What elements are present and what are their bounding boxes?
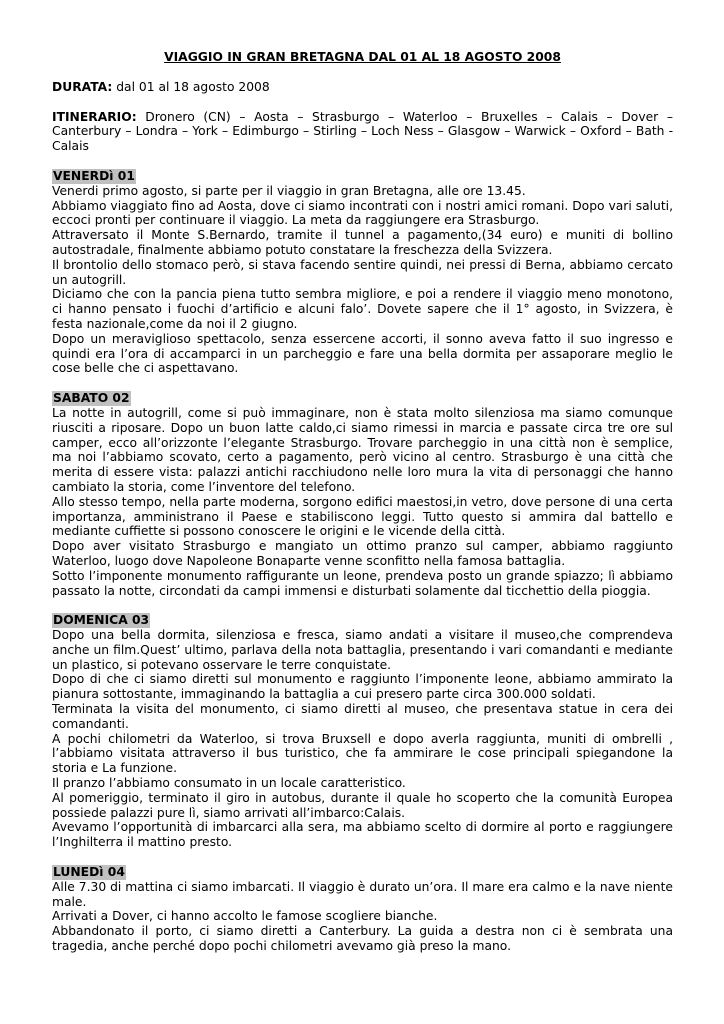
duration-line bbox=[52, 80, 673, 95]
paragraph: Il pranzo l’abbiamo consumato in un locale caratteristico. bbox=[52, 776, 406, 791]
document-page bbox=[52, 50, 673, 969]
itinerary-line bbox=[52, 110, 673, 154]
paragraph: Diciamo che con la pancia piena tutto sembra migliore, e poi a rendere il viaggio meno monotono, ci hanno pensato i fuochi d’artificio e alcuni falo’. Dovete sapere che il 1° agosto, in Svizzera, è festa nazionale,come da noi il 2 giugno. bbox=[52, 287, 673, 331]
day-heading: VENERDì 01 bbox=[53, 168, 135, 183]
paragraph: Avevamo l’opportunità di imbarcarci alla sera, ma abbiamo scelto di dormire al porto e raggiungere l’Inghilterra il mattino presto. bbox=[52, 820, 673, 850]
duration-value: dal 01 al 18 agosto 2008 bbox=[112, 79, 270, 94]
paragraph: Dopo aver visitato Strasburgo e mangiato un ottimo pranzo sul camper, abbiamo raggiunto Waterloo, luogo dove Napoleone Bonaparte venne sconfitto nella famosa battaglia. bbox=[52, 539, 673, 568]
day-heading: LUNEDì 04 bbox=[53, 865, 125, 880]
paragraph: Abbiamo viaggiato fino ad Aosta, dove ci siamo incontrati con i nostri amici romani. Dopo vari saluti, eccoci pronti per continuare il viaggio. La meta da raggiungere era Strasburgo. bbox=[52, 198, 673, 228]
duration-label: DURATA: bbox=[52, 79, 113, 94]
itinerary-label: ITINERARIO: bbox=[52, 109, 137, 124]
paragraph: Abbandonato il porto, ci siamo diretti a Canterbury. La guida a destra non ci è sembrata una tragedia, anche perché dopo pochi chilometri avevamo già preso la mano. bbox=[52, 924, 673, 954]
day-heading: SABATO 02 bbox=[53, 391, 130, 406]
paragraph: Attraversato il Monte S.Bernardo, tramite il tunnel a pagamento,(34 euro) e muniti di bollino autostradale, finalmente abbiamo potuto constatare la freschezza della Svizzera. bbox=[52, 228, 673, 257]
paragraph: Dopo di che ci siamo diretti sul monumento e raggiunto l’imponente leone, abbiamo ammirato la pianura sottostante, immaginando la battaglia a cui presero parte circa 300.000 soldati. bbox=[52, 672, 673, 702]
day-section-lunedi bbox=[52, 865, 673, 954]
paragraph: Alle 7.30 di mattina ci siamo imbarcati. Il viaggio è durato un’ora. Il mare era calmo e la nave niente male. bbox=[52, 879, 673, 909]
paragraph: Sotto l’imponente monumento raffigurante un leone, prendeva posto un grande spiazzo; lì abbiamo passato la notte, circondati da campi immensi e disturbati solamente dal ticchettio della pioggia. bbox=[52, 568, 673, 598]
paragraph: Il brontolio dello stomaco però, si stava facendo sentire quindi, nei pressi di Berna, abbiamo cercato un autogrill. bbox=[52, 257, 673, 287]
day-section-sabato bbox=[52, 391, 673, 598]
paragraph: La notte in autogrill, come si può immaginare, non è stata molto silenziosa ma siamo comunque riusciti a riposare. Dopo un buon latte caldo,ci siamo rimessi in marcia e passate circa tre ore sul camper, ecco all’orizzonte l’elegante Strasburgo. Trovare parcheggio in una città non è semplice, ma noi l’abbiamo scovato, certo a pagamento, però vicino al centro. Strasburgo è una città che merita di essere vista: palazzi antichi racchiudono nelle loro mura la vita di personaggi che hanno cambiato la storia, come l’inventore del telefono. bbox=[52, 405, 673, 494]
paragraph: Dopo una bella dormita, silenziosa e fresca, siamo andati a visitare il museo,che comprendeva anche un film.Quest’ ultimo, parlava della nota battaglia, presentando i vari comandanti e mediante un plastico, si potevano osservare le terre conquistate. bbox=[52, 628, 673, 672]
paragraph: Allo stesso tempo, nella parte moderna, sorgono edifici maestosi,in vetro, dove persone di una certa importanza, amministrano il Paese e stabiliscono leggi. Tutto questo si ammira dal battello e mediante cuffiette si possono conoscere le origini e le vicende della città. bbox=[52, 494, 673, 539]
paragraph: Dopo un meraviglioso spettacolo, senza essercene accorti, il sonno aveva fatto il suo ingresso e quindi era l’ora di accamparci in un parcheggio e fare una bella dormita per assaporare meglio le cose belle che ci aspettavano. bbox=[52, 331, 673, 376]
paragraph: Terminata la visita del monumento, ci siamo diretti al museo, che presentava statue in cera dei comandanti. bbox=[52, 702, 673, 731]
paragraph: Al pomeriggio, terminato il giro in autobus, durante il quale ho scoperto che la comunità Europea possiede palazzi pure lì, siamo arrivati all’imbarco:Calais. bbox=[52, 790, 673, 820]
day-section-domenica bbox=[52, 613, 673, 850]
paragraph: Arrivati a Dover, ci hanno accolto le famose scogliere bianche. bbox=[52, 909, 438, 924]
paragraph: A pochi chilometri da Waterloo, si trova Bruxsell e dopo averla raggiunta, muniti di ombrelli , l’abbiamo visitata attraverso il bus turistico, che fa ammirare le cose principali spiegandone la storia e La funzione. bbox=[52, 731, 673, 776]
day-heading: DOMENICA 03 bbox=[53, 613, 150, 628]
day-section-venerdi bbox=[52, 169, 673, 376]
itinerary-value: Dronero (CN) – Aosta – Strasburgo – Waterloo – Bruxelles – Calais – Dover – Canterbury – Londra – York – Edimburgo – Stirling – Loch Ness – Glasgow – Warwick – Oxford – Bath - Calais bbox=[52, 109, 673, 154]
paragraph: Venerdi primo agosto, si parte per il viaggio in gran Bretagna, alle ore 13.45. bbox=[52, 183, 526, 198]
document-title: VIAGGIO IN GRAN BRETAGNA DAL 01 AL 18 AGOSTO 2008 bbox=[164, 50, 561, 64]
